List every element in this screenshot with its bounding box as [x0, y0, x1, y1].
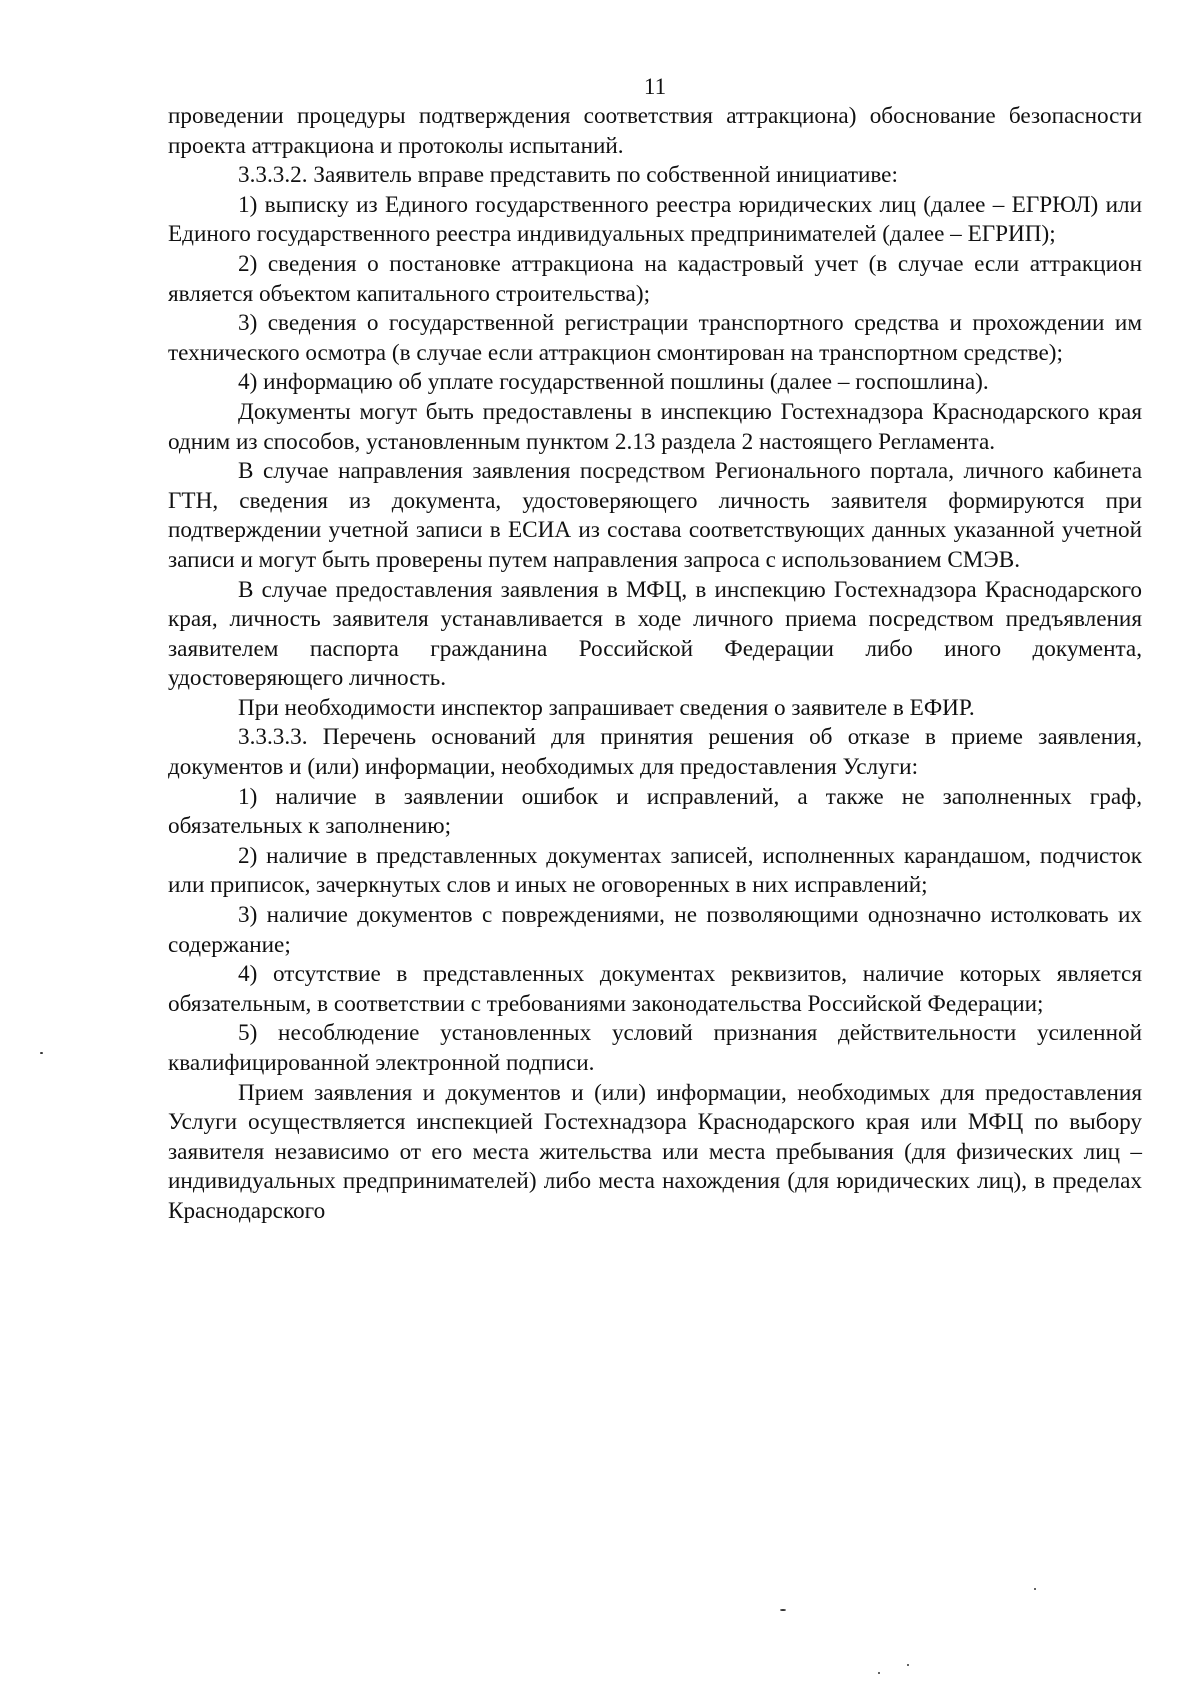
list-item-missing-requisites: 4) отсутствие в представленных документах реквизитов, наличие которых является обязательным, в соответствии с требованиями законодательства Российской Федерации; [168, 961, 1142, 1017]
paragraph-regional-portal: В случае направления заявления посредством Регионального портала, личного кабинета ГТН, сведения из документа, удостоверяющего личность заявителя формируются при подтверждении учетной записи в ЕСИА из состава соответствующих данных указанной учетной записи и могут быть проверены путем направления запроса с использованием СМЭВ. [168, 458, 1142, 573]
paragraph-documents-submission: Документы могут быть предоставлены в инспекцию Гостехнадзора Краснодарского края одним из способов, установленным пунктом 2.13 раздела 2 настоящего Регламента. [168, 398, 1142, 455]
paragraph-3-3-3-3: 3.3.3.3. Перечень оснований для принятия решения об отказе в приеме заявления, документов и (или) информации, необходимых для предоставления Услуги: [168, 724, 1142, 781]
scan-speck [878, 1672, 880, 1674]
paragraph-efir: При необходимости инспектор запрашивает сведения о заявителе в ЕФИР. [238, 694, 975, 721]
scan-speck [1034, 1588, 1036, 1590]
list-item-egrul: 1) выписку из Единого государственного реестра юридических лиц (далее – ЕГРЮЛ) или Единого государственного реестра индивидуальных предпринимателей (далее – ЕГРИП); [168, 191, 1142, 248]
scan-speck [907, 1664, 909, 1666]
list-item-vehicle-registration: 3) сведения о государственной регистрации транспортного средства и прохождении им технического осмотра (в случае если аттракцион смонтирован на транспортном средстве); [168, 310, 1142, 366]
paragraph-3-3-3-2: 3.3.3.2. Заявитель вправе представить по собственной инициативе: [238, 162, 898, 189]
list-item-state-fee: 4) информацию об уплате государственной пошлины (далее – госпошлина). [238, 369, 989, 396]
list-item-signature: 5) несоблюдение установленных условий признания действительности усиленной квалифицированной электронной подписи. [168, 1020, 1142, 1076]
scan-speck [780, 1609, 786, 1611]
list-item-errors: 1) наличие в заявлении ошибок и исправлений, а также не заполненных граф, обязательных к заполнению; [168, 783, 1142, 840]
page-number: 11 [643, 74, 667, 99]
document-page [168, 72, 1142, 1227]
list-item-damaged-documents: 3) наличие документов с повреждениями, не позволяющими однозначно истолковать их содержание; [168, 902, 1142, 958]
paragraph-continuation: проведении процедуры подтверждения соответствия аттракциона) обоснование безопасности проекта аттракциона и протоколы испытаний. [168, 103, 1142, 159]
list-item-cadastral: 2) сведения о постановке аттракциона на кадастровый учет (в случае если аттракцион является объектом капитального строительства); [168, 250, 1142, 307]
list-item-pencil-records: 2) наличие в представленных документах записей, исполненных карандашом, подчисток или приписок, зачеркнутых слов и иных не оговоренных в них исправлений; [168, 842, 1142, 899]
paragraph-acceptance: Прием заявления и документов и (или) информации, необходимых для предоставления Услуги осуществляется инспекцией Гостехнадзора Краснодарского края или МФЦ по выбору заявителя независимо от его места жительства или места пребывания (для физических лиц – индивидуальных предпринимателей) либо места нахождения (для юридических лиц), в пределах Краснодарского [168, 1079, 1142, 1224]
paragraph-mfc: В случае предоставления заявления в МФЦ, в инспекцию Гостехнадзора Краснодарского края, личность заявителя устанавливается в ходе личного приема посредством предъявления заявителем паспорта гражданина Российской Федерации либо иного документа, удостоверяющего личность. [168, 576, 1142, 692]
scan-speck [40, 1052, 43, 1054]
